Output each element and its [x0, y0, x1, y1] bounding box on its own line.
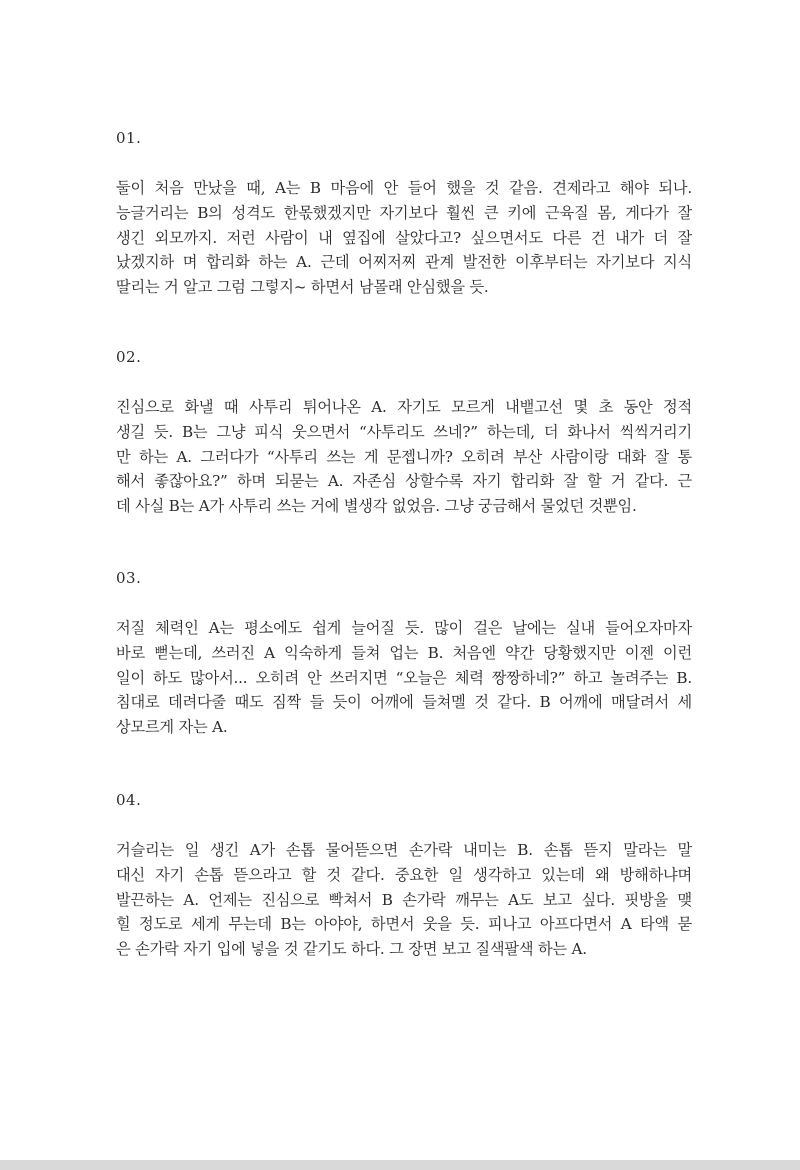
text-line: 능글거리는 B의 성격도 한몫했겠지만 자기보다 훨씬 큰 키에 근육질 몸, 게다가 잘: [116, 203, 692, 222]
section-02: [116, 347, 692, 519]
text-line: 상모르게 자는 A.: [116, 718, 228, 737]
section-number: 04.: [116, 791, 142, 809]
section-paragraph: [116, 616, 692, 740]
section-01: [116, 128, 692, 300]
text-line: 일이 하도 많아서... 오히려 안 쓰러지면 “오늘은 체력 짱짱하네?” 하고 놀려주는 B.: [116, 668, 692, 687]
text-line: 해서 좋잖아요?” 하며 되묻는 A. 자존심 상할수록 자기 합리화 잘 할 거 같다. 근: [116, 472, 692, 491]
text-line: 거슬리는 일 생긴 A가 손톱 물어뜯으면 손가락 내미는 B. 손톱 뜯지 말라는 말: [116, 841, 692, 859]
section-number: 01.: [116, 129, 142, 147]
bottom-edge-bar: [0, 1160, 800, 1170]
section-paragraph: [116, 838, 692, 962]
section-paragraph: [116, 176, 692, 300]
text-line: 데 사실 B는 A가 사투리 쓰는 거에 별생각 없었음. 그냥 궁금해서 물었던 것뿐임.: [116, 497, 637, 516]
section-03: [116, 568, 692, 740]
text-line: 힐 정도로 세게 무는데 B는 아야야, 하면서 웃을 듯. 피나고 아프다면서 A 타액 묻: [116, 915, 692, 934]
section-paragraph: [116, 395, 692, 519]
text-line: 바로 뻗는데, 쓰러진 A 익숙하게 들쳐 업는 B. 처음엔 약간 당황했지만 이젠 이런: [116, 643, 692, 662]
section-04: [116, 790, 692, 962]
text-line: 둘이 처음 만났을 때, A는 B 마음에 안 들어 했을 것 같음. 견제라고 해야 되나.: [116, 179, 692, 197]
section-number: 03.: [116, 569, 142, 587]
text-line: 생긴 외모까지. 저런 사람이 내 옆집에 살았다고? 싶으면서도 다른 건 내가 더 잘: [116, 228, 692, 247]
text-line: 만 하는 A. 그러다가 “사투리 쓰는 게 문젭니까? 오히려 부산 사람이랑 대화 잘 통: [116, 447, 692, 466]
text-line: 났겠지하 며 합리화 하는 A. 근데 어찌저찌 관계 발전한 이후부터는 자기보다 지식: [116, 253, 692, 272]
text-line: 딸리는 거 알고 그럼 그렇지~ 하면서 남몰래 안심했을 듯.: [116, 278, 489, 297]
text-line: 대신 자기 손톱 뜯으라고 할 것 같다. 중요한 일 생각하고 있는데 왜 방해하냐며: [116, 865, 692, 884]
text-line: 진심으로 화낼 때 사투리 튀어나온 A. 자기도 모르게 내뱉고선 몇 초 동안 정적: [116, 398, 692, 416]
text-line: 저질 체력인 A는 평소에도 쉽게 늘어질 듯. 많이 걸은 날에는 실내 들어오자마자: [116, 619, 692, 637]
text-line: 발끈하는 A. 언제는 진심으로 빡쳐서 B 손가락 깨무는 A도 보고 싶다. 핏방울 맺: [116, 890, 692, 909]
section-number: 02.: [116, 348, 142, 366]
text-line: 은 손가락 자기 입에 넣을 것 같기도 하다. 그 장면 보고 질색팔색 하는 A.: [116, 940, 587, 959]
text-line: 침대로 데려다줄 때도 짐짝 들 듯이 어깨에 들쳐멜 것 같다. B 어깨에 매달려서 세: [116, 693, 692, 712]
text-line: 생길 듯. B는 그냥 피식 웃으면서 “사투리도 쓰네?” 하는데, 더 화나서 씩씩거리기: [116, 422, 692, 441]
